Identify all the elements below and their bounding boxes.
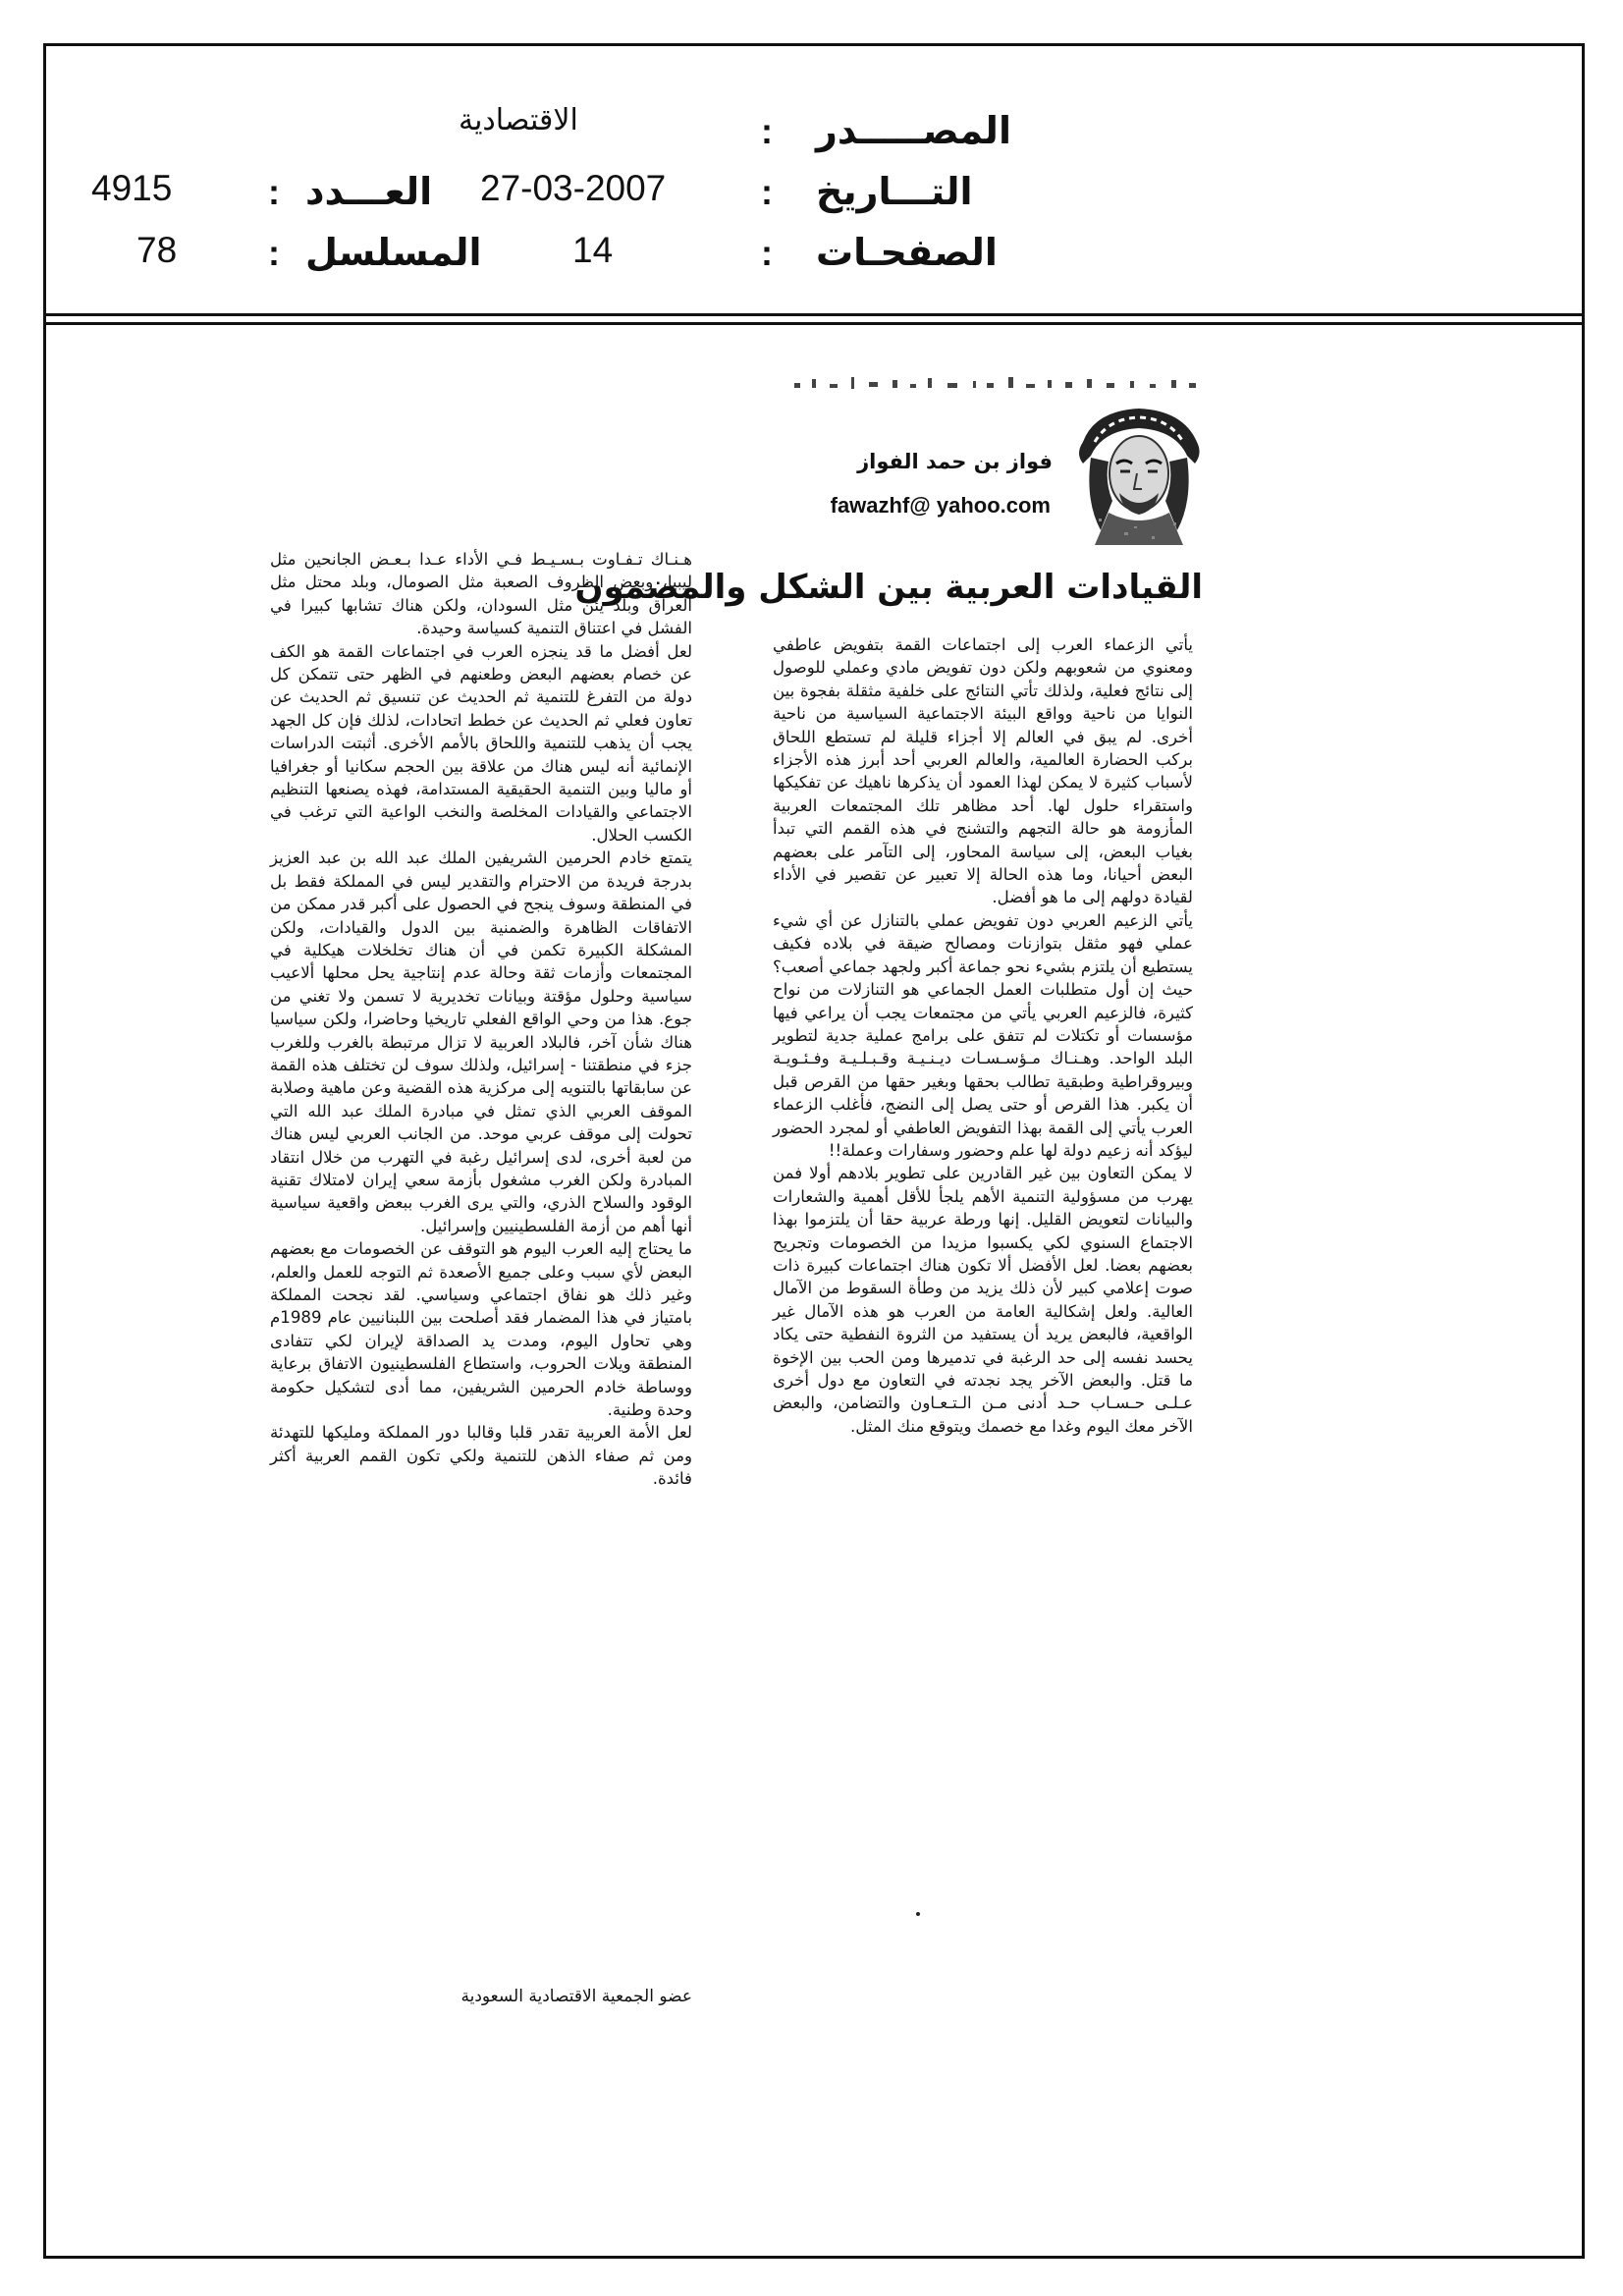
article-paragraph: يأتي الزعيم العربي دون تفويض عملي بالتنازل عن أي شيء عملي فهو مثقل بتوازنات ومصالح ضيقة في بلاده فكيف يستطيع أن يلتزم بشيء نحو جماعة أكبر ولجهد جماعي أصعب؟ حيث إن أول متطلبات العمل الجماعي هو التنازلات من نواح كثيرة، فالزعيم العربي يأتي من مجتمعات يجب أن يراعي فيها مؤسسات أو تكتلات لم تتفق على برامج عملية جدية لتطوير البلد الواحد. وهـنـاك مـؤسـسـات ديـنـيـة وقـبـلـيـة وفـئـويـة وبيروقراطية وطبقية تطالب بحقها وبغير حقها من القرص قبل أن يكبر. هذا القرص أو حتى يصل إلى النضج، فأغلب الزعماء العرب يأتي إلى القمة بهذا التفويض العاطفي أو لمجرد الحضور ليؤكد أنه زعيم دولة لها علم وحضور وسفارات وعملة!! bbox=[773, 910, 1193, 1160]
issue-colon: : bbox=[268, 172, 280, 212]
article-paragraph: يأتي الزعماء العرب إلى اجتماعات القمة بتفويض عاطفي ومعنوي من شعوبهم ولكن دون تفويض مادي وعملي للوصول إلى نتائج فعلية، ولذلك تأتي النتائج على خلفية مثقلة بفجوة بين النوايا من ناحية وواقع البيئة الاجتماعية السياسية من ناحية أخرى. لم يبق في العالم إلا أجزاء قليلة لم تستطع اللحاق بركب الحضارة العالمية، والعالم العربي أحد أبرز هذه الأجزاء لأسباب كثيرة لا يمكن لهذا العمود أن يذكرها ناهيك عن تفكيكها واستقراء حلول لها. أحد مظاهر تلك المجتمعات العربية المأزومة هو حالة التجهم والتشنج في هذه القمم التي تبدأ بغياب البعض، إلى سياسة المحاور، إلى التآمر على بعضهم البعض أحيانا، وما هذه الحالة إلا تعبير عن تقصير في الأداء لقيادة دولهم إلى ما هو أفضل. bbox=[773, 635, 1193, 907]
date-colon: : bbox=[761, 172, 773, 212]
article-paragraph: هـنـاك تـفـاوت بـسـيـط فـي الأداء عـدا بـعـض الجانحين مثل ليبيا، وبعض الظروف الصعبة مثل الصومال، وبلد محتل مثل العراق وبلد يئن مثل السودان، ولكن هناك تشابها كبيرا في الفشل في اعتناق التنمية كسياسة وحيدة. bbox=[270, 550, 692, 638]
serial-value: 78 bbox=[136, 230, 178, 270]
article-paragraph: ما يحتاج إليه العرب اليوم هو التوقف عن الخصومات مع بعضهم البعض لأي سبب وعلى جميع الأصعدة ثم التوجه للعمل والعلم، وغير ذلك هو نفاق اجتماعي وسياسي. لقد نجحت المملكة بامتياز في هذا المضمار فقد أصلحت بين اللبنانيين عام 1989م وهي تحاول اليوم، ومدت يد الصداقة لإيران لكي تتفادى المنطقة ويلات الحروب، واستطاع الفلسطينيون الاتفاق برعاية ووساطة خادم الحرمين الشريفين، مما أدى لتشكيل حكومة وحدة وطنية. bbox=[270, 1239, 692, 1420]
article-column-left bbox=[270, 548, 692, 1491]
scan-speckle bbox=[790, 371, 1203, 397]
clipping-header bbox=[46, 46, 1582, 322]
issue-value: 4915 bbox=[91, 168, 173, 208]
issue-label: العـــدد bbox=[305, 170, 433, 213]
author-affiliation: عضو الجمعية الاقتصادية السعودية bbox=[460, 1987, 692, 2006]
source-value: الاقتصادية bbox=[459, 103, 578, 137]
author-photo bbox=[1065, 403, 1213, 545]
serial-label: المسلسل bbox=[305, 231, 482, 274]
scan-dot bbox=[916, 1912, 920, 1916]
serial-colon: : bbox=[268, 233, 280, 273]
article-headline: القيادات العربية بين الشكل والمضمون bbox=[574, 568, 1203, 607]
article-paragraph: لعل أفضل ما قد ينجزه العرب في اجتماعات القمة هو الكف عن خصام بعضهم البعض وطعنهم في الظهر حتى تتمكن كل دولة من التفرغ للتنمية ثم الحديث عن تنسيق ثم الحديث عن تعاون فعلي ثم الحديث عن خطط اتحادات، لذلك فإن كل الجهد يجب أن يذهب للتنمية واللحاق بالأمم الأخرى. أثبتت الدراسات الإنمائية أنه ليس هناك من علاقة بين الحجم سكانيا أو جغرافيا أو ماليا وبين التنمية الحقيقية المستدامة، فهذه يصنعها التنظيم الاجتماعي والقيادات المخلصة والنخب الواعية التي ترغب في الكسب الحلال. bbox=[270, 641, 692, 845]
date-label: التـــاريخ bbox=[816, 170, 973, 213]
article-paragraph: لعل الأمة العربية تقدر قلبا وقالبا دور المملكة ومليكها للتهدئة ومن ثم صفاء الذهن للتنمية ولكي تكون القمم العربية أكثر فائدة. bbox=[270, 1423, 692, 1489]
article-column-right bbox=[773, 633, 1193, 1438]
pages-label: الصفحـات bbox=[816, 231, 998, 274]
pages-colon: : bbox=[761, 233, 773, 273]
header-rule-top bbox=[46, 313, 1582, 316]
article-paragraph: يتمتع خادم الحرمين الشريفين الملك عبد الله بن عبد العزيز بدرجة فريدة من الاحترام والتقدير ليس في المملكة فقط بل في المنطقة وسوف ينجح في الحصول على أكبر قدر ممكن من الاتفاقات الظاهرة والضمنية بين الدول والقيادات، ولكن المشكلة الكبيرة تكمن في أن هناك تخلخلات هيكلية في المجتمعات وأزمات ثقة وحالة عدم إنتاجية يحل محلها ألاعيب سياسية وحلول مؤقتة وبيانات تخديرية لا تسمن ولا تغني من جوع. هذا من وحي الواقع الفعلي تاريخيا وحاضرا، ولكن سياسيا هناك شأن آخر، فالبلاد العربية لا تزال مرتبطة بالغرب وللغرب جزء في منطقتنا - إسرائيل، ولذلك سوف لن تختلف هذه القمة عن سابقاتها بالتنويه إلى مركزية هذه القضية وعن ماهية وصلابة الموقف العربي الذي تمثل في مبادرة الملك عبد الله التي تحولت إلى موقف عربي موحد. من الجانب العربي ليس هناك من لعبة أخرى، لدى إسرائيل رغبة في التهرب من خلال انتقاد المبادرة ولكن الغرب مشغول بأزمة سعي إيران لامتلاك تقنية الوقود والسلاح الذري، والتي يرى الغرب ببعض واقعية سياسية أنها أهم من أزمة الفلسطينيين وإسرائيل. bbox=[270, 848, 692, 1235]
pages-value: 14 bbox=[572, 230, 614, 270]
source-colon: : bbox=[761, 111, 773, 151]
author-email: fawazhf@ yahoo.com bbox=[830, 493, 1051, 518]
article-paragraph: لا يمكن التعاون بين غير القادرين على تطوير بلادهم أولا فمن يهرب من مسؤولية التنمية الأهم يلجأ للأقل أهمية والشعارات والبيانات لتعويض القليل. إنها ورطة عربية حقا أن يلتزموا بهذا الاجتماع السنوي لكي يكسبوا مزيدا من الخصومات وتجريح بعضهم بعضا. لعل الأفضل ألا تكون هناك اجتماعات كبيرة ذات صوت إعلامي كبير لأن ذلك يزيد من وطأة السقوط من الآمال العالية. ولعل إشكالية العامة من العرب هو هذه الآمال غير الواقعية، فالبعض يريد أن يستفيد من الثروة النفطية حتى يكاد يحسد نفسه إلى حد الرغبة في تدميرها ومن الحب بين الإخوة ما قتل. والبعض الآخر يجد نجدته في التعاون مع دول أخرى عـلـى حـسـاب حـد أدنى مـن الـتـعـاون والتضامن، والبعض الآخر معك اليوم وغدا مع خصمك ويتوقع منك المثل. bbox=[773, 1164, 1193, 1436]
date-value: 27-03-2007 bbox=[480, 168, 667, 208]
author-name: فواز بن حمد الفواز bbox=[857, 450, 1053, 473]
header-rule-bottom bbox=[46, 322, 1582, 325]
source-label: المصـــــدر bbox=[816, 109, 1011, 152]
